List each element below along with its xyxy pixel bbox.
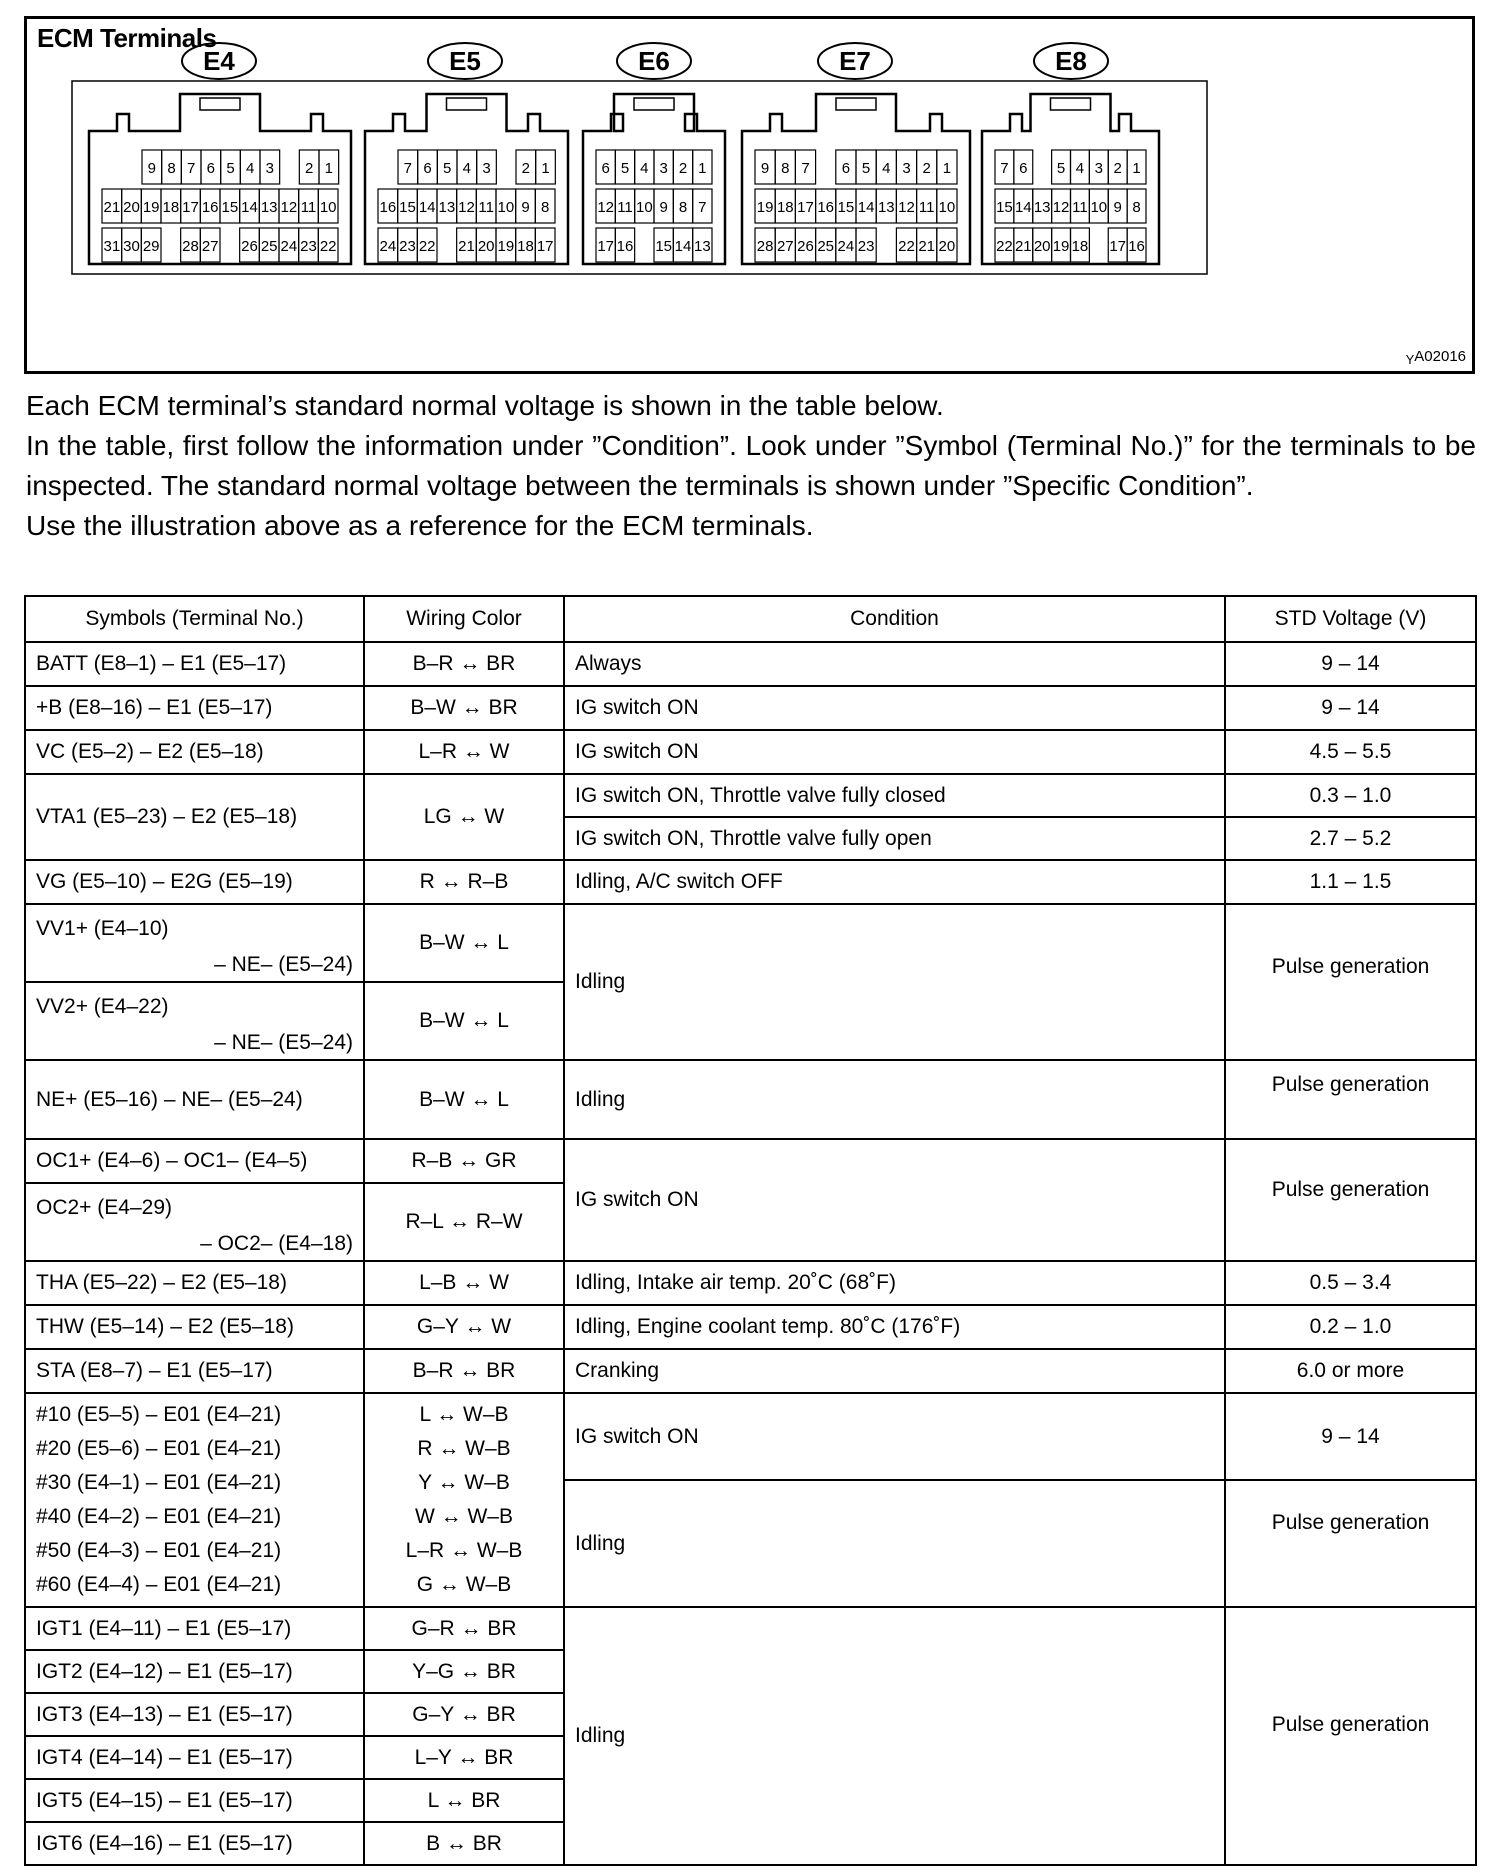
table-row-oc1 <box>25 1139 1476 1183</box>
terminal-number: 12 <box>458 199 475 216</box>
terminal-number: 11 <box>918 199 935 216</box>
cell-wiring: R–L ↔ R–W <box>364 1183 564 1261</box>
intro-line-3: Use the illustration above as a reference for the ECM terminals. <box>26 510 814 541</box>
cell-wiring: B ↔ BR <box>364 1822 564 1865</box>
injector-symbol: #10 (E5–5) – E01 (E4–21) <box>36 1403 282 1426</box>
terminal-number: 9 <box>147 160 157 177</box>
table-row-vg <box>25 860 1476 904</box>
cell-wiring: B–W ↔ L <box>364 982 564 1060</box>
terminal-number: 15 <box>221 199 239 216</box>
terminal-number: 8 <box>678 199 688 216</box>
terminal-number: 16 <box>817 199 835 216</box>
header-std-voltage: STD Voltage (V) <box>1225 596 1476 642</box>
cell-voltage: 2.7 – 5.2 <box>1225 817 1476 860</box>
cell-wiring: L–Y ↔ BR <box>364 1736 564 1779</box>
terminal-number: 22 <box>319 238 337 255</box>
connector-e4 <box>89 43 351 264</box>
cell-symbol-list <box>25 1393 364 1607</box>
connector-e8 <box>982 43 1159 264</box>
terminal-number: 8 <box>1132 199 1141 216</box>
connector-e6 <box>583 43 725 264</box>
terminal-number: 29 <box>142 238 160 255</box>
cell-symbol: OC1+ (E4–6) – OC1– (E4–5) <box>25 1139 364 1183</box>
terminal-number: 15 <box>996 199 1013 216</box>
cell-wiring: G–Y ↔ BR <box>364 1693 564 1736</box>
injector-wiring: L ↔ W–B <box>419 1403 509 1426</box>
terminal-number: 24 <box>379 238 397 255</box>
terminal-number: 28 <box>756 238 774 255</box>
terminal-number: 2 <box>922 160 931 177</box>
terminal-number: 1 <box>1132 160 1141 177</box>
cell-voltage: 0.3 – 1.0 <box>1225 774 1476 817</box>
cell-symbol: VTA1 (E5–23) – E2 (E5–18) <box>25 774 364 860</box>
cell-condition: Idling <box>564 1607 1225 1865</box>
cell-wiring: B–R ↔ BR <box>364 1349 564 1393</box>
terminal-number: 1 <box>541 160 550 177</box>
cell-symbol: VC (E5–2) – E2 (E5–18) <box>25 730 364 774</box>
cell-symbol: IGT5 (E4–15) – E1 (E5–17) <box>25 1779 364 1822</box>
intro-line-1: Each ECM terminal’s standard normal voltage is shown in the table below. <box>26 390 944 421</box>
terminal-number: 26 <box>797 238 814 255</box>
connector-e5 <box>365 43 568 264</box>
cell-condition: Cranking <box>564 1349 1225 1393</box>
cell-voltage: 0.2 – 1.0 <box>1225 1305 1476 1349</box>
terminal-number: 19 <box>497 238 515 255</box>
cell-voltage: 0.5 – 3.4 <box>1225 1261 1476 1305</box>
cell-wiring: L–R ↔ W <box>364 730 564 774</box>
cell-symbol: IGT4 (E4–14) – E1 (E5–17) <box>25 1736 364 1779</box>
header-condition: Condition <box>564 596 1225 642</box>
cell-condition: Idling, Intake air temp. 20˚C (68˚F) <box>564 1261 1225 1305</box>
cell-condition: IG switch ON <box>564 1139 1225 1261</box>
cell-symbol: BATT (E8–1) – E1 (E5–17) <box>25 642 364 686</box>
terminal-number: 7 <box>186 160 196 177</box>
connector-diagram-svg <box>27 19 1472 371</box>
terminal-number: 4 <box>1075 160 1085 177</box>
terminal-number: 6 <box>601 160 610 177</box>
cell-wiring: R–B ↔ GR <box>364 1139 564 1183</box>
table-row-injectors-ig <box>25 1393 1476 1480</box>
terminal-number: 16 <box>1128 238 1145 255</box>
terminal-number: 18 <box>517 238 534 255</box>
connector-label: E8 <box>1055 46 1087 76</box>
cell-symbol: STA (E8–7) – E1 (E5–17) <box>25 1349 364 1393</box>
cell-voltage: 9 – 14 <box>1225 1393 1476 1480</box>
terminal-number: 6 <box>1019 160 1028 177</box>
cell-condition: IG switch ON, Throttle valve fully open <box>564 817 1225 860</box>
terminal-number: 12 <box>898 199 915 216</box>
table-row-vta1 <box>25 774 1476 817</box>
connector-latch <box>836 98 876 110</box>
cell-condition: Idling <box>564 1060 1225 1139</box>
symbol-line-1: VV1+ (E4–10) <box>36 917 169 940</box>
header-wiring-color: Wiring Color <box>364 596 564 642</box>
voltage-spec-table <box>24 595 1477 1866</box>
injector-wiring: Y ↔ W–B <box>418 1471 510 1494</box>
terminal-number: 9 <box>659 199 668 216</box>
connector-latch <box>1051 98 1091 110</box>
injector-wiring: L–R ↔ W–B <box>405 1539 523 1562</box>
terminal-number: 10 <box>319 199 337 216</box>
terminal-number: 8 <box>540 199 550 216</box>
cell-symbol: IGT6 (E4–16) – E1 (E5–17) <box>25 1822 364 1865</box>
terminal-number: 12 <box>280 199 298 216</box>
intro-text <box>26 386 1476 546</box>
injector-wiring: W ↔ W–B <box>415 1505 513 1528</box>
table-row-ne <box>25 1060 1476 1139</box>
terminal-number: 19 <box>1052 238 1070 255</box>
terminal-number: 26 <box>241 238 258 255</box>
terminal-number: 10 <box>497 199 515 216</box>
connector-latch <box>447 98 487 110</box>
terminal-number: 4 <box>245 160 255 177</box>
table-row-tha <box>25 1261 1476 1305</box>
injector-symbol: #20 (E5–6) – E01 (E4–21) <box>36 1437 282 1460</box>
injector-symbol: #40 (E4–2) – E01 (E4–21) <box>36 1505 282 1528</box>
terminal-number: 21 <box>918 238 936 255</box>
ecm-terminals-diagram <box>24 16 1475 374</box>
injector-symbol: #60 (E4–4) – E01 (E4–21) <box>36 1573 282 1596</box>
terminal-number: 2 <box>521 160 531 177</box>
terminal-number: 14 <box>418 199 436 216</box>
table-row-vc <box>25 730 1476 774</box>
terminal-number: 11 <box>300 199 317 216</box>
connector-e7 <box>742 43 970 264</box>
cell-wiring: R ↔ R–B <box>364 860 564 904</box>
terminal-number: 31 <box>103 238 121 255</box>
terminal-number: 3 <box>265 160 275 177</box>
terminal-number: 3 <box>1094 160 1103 177</box>
cell-condition: Always <box>564 642 1225 686</box>
terminal-number: 24 <box>280 238 298 255</box>
terminal-number: 12 <box>597 199 615 216</box>
terminal-number: 3 <box>902 160 911 177</box>
terminal-number: 23 <box>399 238 416 255</box>
terminal-number: 1 <box>324 160 334 177</box>
connector-latch <box>634 98 674 110</box>
terminal-number: 20 <box>938 238 956 255</box>
cell-symbol: THA (E5–22) – E2 (E5–18) <box>25 1261 364 1305</box>
table-row-igt <box>25 1607 1476 1650</box>
terminal-number: 15 <box>655 238 673 255</box>
terminal-number: 13 <box>1033 199 1051 216</box>
terminal-number: 8 <box>781 160 790 177</box>
terminal-number: 27 <box>776 238 794 255</box>
terminal-number: 5 <box>861 160 871 177</box>
terminal-number: 22 <box>996 238 1013 255</box>
terminal-number: 25 <box>817 238 835 255</box>
terminal-number: 17 <box>597 238 615 255</box>
table-header-row <box>25 596 1476 642</box>
terminal-number: 15 <box>399 199 416 216</box>
cell-condition: IG switch ON <box>564 730 1225 774</box>
terminal-number: 9 <box>1113 199 1122 216</box>
cell-condition: Idling, A/C switch OFF <box>564 860 1225 904</box>
terminal-number: 18 <box>162 199 180 216</box>
cell-condition: Idling, Engine coolant temp. 80˚C (176˚F) <box>564 1305 1225 1349</box>
terminal-number: 27 <box>201 238 219 255</box>
diagram-title: ECM Terminals <box>37 23 217 53</box>
terminal-number: 2 <box>1113 160 1122 177</box>
terminal-number: 4 <box>640 160 649 177</box>
cell-voltage: Pulse generation <box>1225 1480 1476 1607</box>
terminal-number: 10 <box>635 199 653 216</box>
cell-symbol: +B (E8–16) – E1 (E5–17) <box>25 686 364 730</box>
cell-voltage: 9 – 14 <box>1225 686 1476 730</box>
cell-condition: IG switch ON <box>564 686 1225 730</box>
terminal-number: 22 <box>418 238 436 255</box>
header-symbols: Symbols (Terminal No.) <box>25 596 364 642</box>
terminal-number: 13 <box>877 199 895 216</box>
terminal-number: 14 <box>857 199 875 216</box>
cell-condition: IG switch ON, Throttle valve fully closed <box>564 774 1225 817</box>
cell-wiring: L–B ↔ W <box>364 1261 564 1305</box>
cell-voltage: 4.5 – 5.5 <box>1225 730 1476 774</box>
terminal-number: 3 <box>659 160 668 177</box>
connector-label: E4 <box>203 46 235 76</box>
terminal-number: 3 <box>482 160 491 177</box>
table-row-plus-b <box>25 686 1476 730</box>
cell-symbol: IGT1 (E4–11) – E1 (E5–17) <box>25 1607 364 1650</box>
terminal-number: 19 <box>142 199 160 216</box>
terminal-number: 8 <box>167 160 176 177</box>
cell-wiring: B–W ↔ L <box>364 904 564 982</box>
cell-symbol <box>25 1183 364 1261</box>
cell-voltage: 9 – 14 <box>1225 642 1476 686</box>
symbol-line-1: OC2+ (E4–29) <box>36 1196 172 1219</box>
terminal-number: 18 <box>776 199 794 216</box>
symbol-line-2: – OC2– (E4–18) <box>200 1232 353 1255</box>
table-row-sta <box>25 1349 1476 1393</box>
cell-symbol: IGT2 (E4–12) – E1 (E5–17) <box>25 1650 364 1693</box>
cell-wiring: G–R ↔ BR <box>364 1607 564 1650</box>
terminal-number: 21 <box>458 238 475 255</box>
table-row-batt <box>25 642 1476 686</box>
cell-condition: Idling <box>564 904 1225 1060</box>
terminal-number: 28 <box>182 238 199 255</box>
terminal-number: 13 <box>438 199 456 216</box>
cell-wiring-list <box>364 1393 564 1607</box>
connector-latch <box>200 98 240 110</box>
symbol-line-2: – NE– (E5–24) <box>214 953 353 976</box>
terminal-number: 25 <box>260 238 278 255</box>
injector-wiring: G ↔ W–B <box>416 1573 512 1596</box>
terminal-number: 21 <box>1014 238 1032 255</box>
cell-symbol <box>25 982 364 1060</box>
terminal-number: 9 <box>760 160 770 177</box>
terminal-number: 13 <box>260 199 278 216</box>
reference-number: A02016 <box>1414 348 1466 365</box>
terminal-number: 9 <box>521 199 530 216</box>
terminal-number: 18 <box>1071 238 1089 255</box>
terminal-number: 23 <box>300 238 317 255</box>
terminal-number: 5 <box>226 160 235 177</box>
terminal-number: 30 <box>123 238 140 255</box>
cell-voltage: Pulse generation <box>1225 1139 1476 1261</box>
terminal-number: 20 <box>123 199 140 216</box>
terminal-number: 17 <box>1109 238 1127 255</box>
terminal-number: 23 <box>857 238 875 255</box>
cell-wiring: B–R ↔ BR <box>364 642 564 686</box>
terminal-number: 7 <box>698 199 707 216</box>
connector-label: E6 <box>638 46 670 76</box>
terminal-number: 2 <box>304 160 314 177</box>
cell-symbol: THW (E5–14) – E2 (E5–18) <box>25 1305 364 1349</box>
cell-voltage: 6.0 or more <box>1225 1349 1476 1393</box>
injector-wiring: R ↔ W–B <box>417 1437 511 1460</box>
terminal-number: 6 <box>206 160 216 177</box>
terminal-number: 19 <box>756 199 774 216</box>
cell-voltage: 1.1 – 1.5 <box>1225 860 1476 904</box>
intro-line-2: In the table, first follow the information under ”Condition”. Look under ”Symbol (Terminal No.)” for the terminals to be inspected. The standard normal voltage between the terminals is shown under ”Specific Condition”. <box>26 430 1476 501</box>
table-row-vv1 <box>25 904 1476 982</box>
cell-voltage: Pulse generation <box>1225 1060 1476 1139</box>
terminal-number: 15 <box>837 199 855 216</box>
cell-wiring: LG ↔ W <box>364 774 564 860</box>
terminal-number: 7 <box>1000 160 1009 177</box>
terminal-number: 2 <box>678 160 688 177</box>
terminal-number: 20 <box>1033 238 1051 255</box>
reference-prefix: Y <box>1405 352 1415 367</box>
cell-symbol <box>25 904 364 982</box>
table-row-thw <box>25 1305 1476 1349</box>
terminal-number: 10 <box>938 199 956 216</box>
terminal-number: 11 <box>617 199 633 216</box>
connector-label: E7 <box>839 46 871 76</box>
cell-condition: Idling <box>564 1480 1225 1607</box>
terminal-number: 10 <box>1090 199 1108 216</box>
terminal-number: 17 <box>797 199 814 216</box>
symbol-line-2: – NE– (E5–24) <box>214 1031 353 1054</box>
terminal-number: 11 <box>1072 199 1088 216</box>
terminal-number: 24 <box>837 238 855 255</box>
injector-symbol: #50 (E4–3) – E01 (E4–21) <box>36 1539 282 1562</box>
terminal-number: 5 <box>620 160 630 177</box>
injector-symbol: #30 (E4–1) – E01 (E4–21) <box>36 1471 282 1494</box>
cell-voltage: Pulse generation <box>1225 1607 1476 1865</box>
terminal-number: 22 <box>898 238 915 255</box>
symbol-line-1: VV2+ (E4–22) <box>36 995 169 1018</box>
terminal-number: 17 <box>182 199 199 216</box>
cell-symbol: IGT3 (E4–13) – E1 (E5–17) <box>25 1693 364 1736</box>
terminal-number: 14 <box>241 199 258 216</box>
diagram-reference-code <box>1406 348 1466 367</box>
terminal-number: 5 <box>442 160 452 177</box>
terminal-number: 20 <box>477 238 495 255</box>
cell-wiring: B–W ↔ L <box>364 1060 564 1139</box>
terminal-number: 14 <box>674 238 692 255</box>
terminal-number: 5 <box>1056 160 1066 177</box>
cell-wiring: G–Y ↔ W <box>364 1305 564 1349</box>
cell-voltage: Pulse generation <box>1225 904 1476 1060</box>
terminal-number: 13 <box>693 238 711 255</box>
cell-wiring: B–W ↔ BR <box>364 686 564 730</box>
terminal-number: 4 <box>882 160 891 177</box>
terminal-number: 21 <box>103 199 121 216</box>
cell-wiring: L ↔ BR <box>364 1779 564 1822</box>
terminal-number: 4 <box>462 160 472 177</box>
cell-symbol: VG (E5–10) – E2G (E5–19) <box>25 860 364 904</box>
cell-wiring: Y–G ↔ BR <box>364 1650 564 1693</box>
terminal-number: 1 <box>942 160 952 177</box>
connector-label: E5 <box>449 46 481 76</box>
terminal-number: 11 <box>478 199 494 216</box>
terminal-number: 1 <box>698 160 707 177</box>
cell-symbol: NE+ (E5–16) – NE– (E5–24) <box>25 1060 364 1139</box>
terminal-number: 16 <box>379 199 397 216</box>
terminal-number: 7 <box>801 160 810 177</box>
terminal-number: 17 <box>536 238 554 255</box>
terminal-number: 14 <box>1014 199 1032 216</box>
terminal-number: 6 <box>841 160 851 177</box>
terminal-number: 7 <box>403 160 413 177</box>
terminal-number: 16 <box>201 199 219 216</box>
cell-condition: IG switch ON <box>564 1393 1225 1480</box>
terminal-number: 6 <box>423 160 432 177</box>
terminal-number: 12 <box>1052 199 1070 216</box>
terminal-number: 16 <box>616 238 634 255</box>
